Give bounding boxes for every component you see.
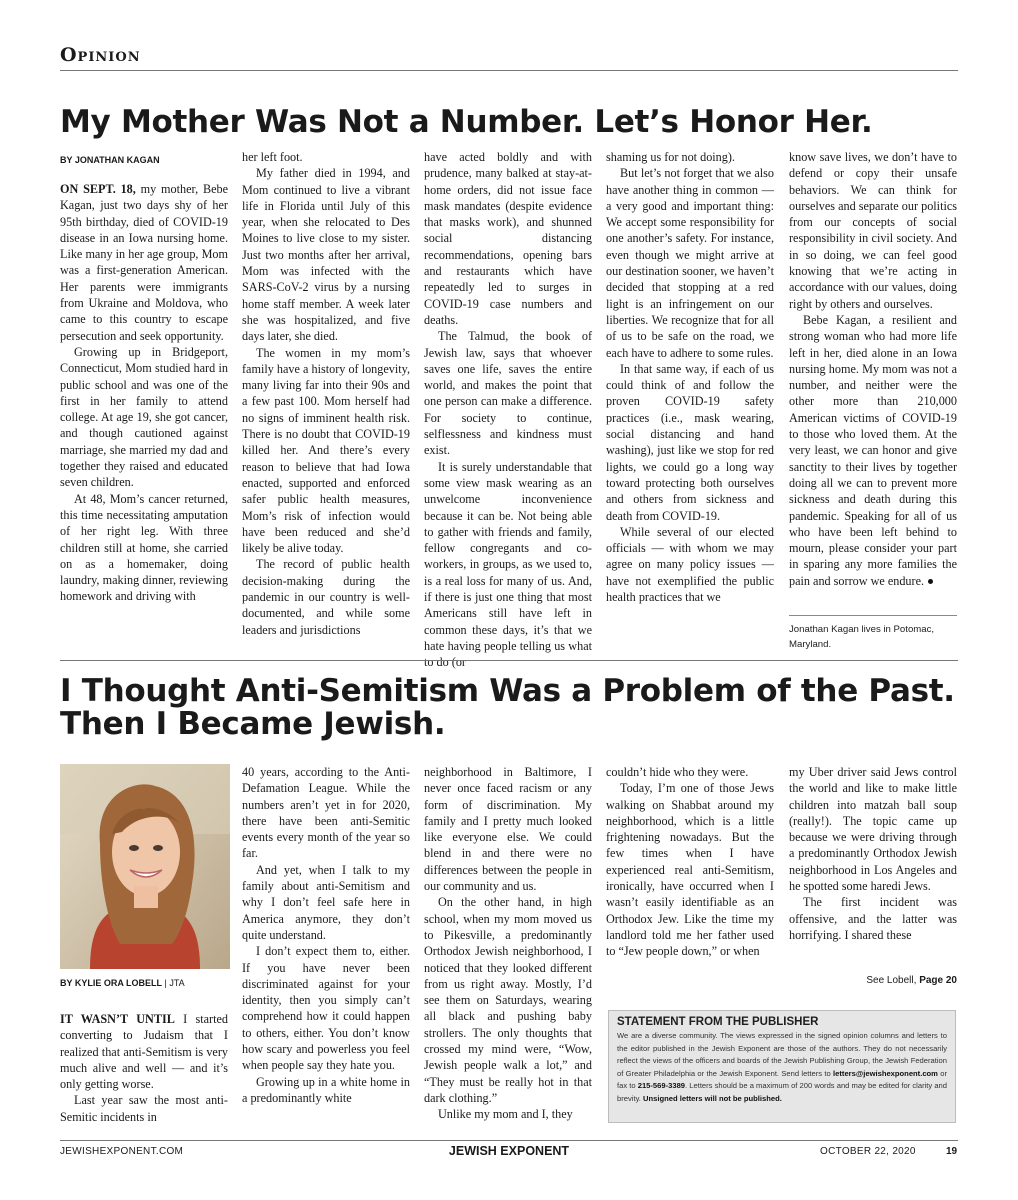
- article2-column-4: [606, 764, 774, 959]
- article2-column-1: [60, 1011, 228, 1125]
- article1-byline: BY JONATHAN KAGAN: [60, 155, 160, 165]
- paragraph: neighborhood in Baltimore, I never once faced racism or any form of discrimination. My family and I pretty much looked like everyone else. We could blend in and there were no differences between the people in our community and us.: [424, 765, 592, 894]
- paragraph: my Uber driver said Jews control the world and like to make little children into matzah ball soup (really!). The topic came up because we were driving through a predominantly Orthodox Jewish neighborhood in Los Angeles and he spotted some haredi Jews.: [789, 765, 957, 894]
- paragraph: At 48, Mom’s cancer returned, this time necessitating amputation of her right leg. With three children still at home, she carried on as a homemaker, doing laundry, making dinner, reviewing homework and driving with: [60, 491, 228, 604]
- lead-in: ON SEPT. 18,: [60, 182, 136, 196]
- paragraph: I don’t expect them to, either. If you have never been discriminated against for your identity, then you simply can’t comprehend how it could happen to others, either. You don’t know how scary and powerless you feel when people say they hate you.: [242, 944, 410, 1073]
- section-title: Opinion: [60, 44, 141, 66]
- paragraph: The first incident was offensive, and the latter was horrifying. I shared these: [789, 895, 957, 942]
- paragraph: Last year saw the most anti-Semitic incidents in: [60, 1093, 228, 1124]
- page-number: 19: [946, 1146, 958, 1157]
- paragraph: While several of our elected officials — with whom we may agree on many policy issues — have not exemplified the public health practices that we: [606, 524, 774, 605]
- article2-column-3: [424, 764, 592, 1146]
- footer-date: OCTOBER 22, 2020: [820, 1146, 916, 1157]
- footer-masthead: JEWISH EXPONENT: [448, 1144, 570, 1158]
- portrait-image: [60, 764, 230, 969]
- bio-rule: [789, 615, 957, 616]
- article1-column-2: [242, 149, 410, 651]
- paragraph: Growing up in a white home in a predominantly white: [242, 1074, 410, 1105]
- paragraph: Today, I’m one of those Jews walking on Shabbat around my neighborhood, which is a little frightening nowadays. But the few times when I have experienced real anti-Semitism, ironically, have occurred when I wasn’t easily identifiable as an Orthodox Jew. Like the time my landlord told me her father used to “Jew people down,” or when: [606, 781, 774, 959]
- paragraph: couldn’t hide who they were.: [606, 765, 749, 779]
- publisher-statement-title: STATEMENT FROM THE PUBLISHER: [617, 1016, 819, 1028]
- footer-rule: [60, 1140, 958, 1141]
- section-rule: [60, 70, 958, 71]
- paragraph: Unlike my mom and I, they: [438, 1107, 573, 1122]
- article1-column-3: [424, 149, 592, 670]
- article1-column-4: [606, 149, 774, 651]
- paragraph: IT WASN’T UNTIL I started converting to Judaism that I realized that anti-Semitism is very much alive and well — and it’s only getting worse.: [60, 1012, 229, 1092]
- article2-column-2: [242, 764, 410, 1125]
- paragraph: And yet, when I talk to my family about anti-Semitism and why I don’t feel safe here in America anymore, they don’t quite understand.: [242, 862, 410, 942]
- paragraph: My father died in 1994, and Mom continued to live a vibrant life in Florida until July of this year, when she relocated to Des Moines to live close to my sister. Just two months after her arrival, Mom was infected with the SARS-CoV-2 virus by a nursing home staff member. A week later she was hospitalized, and five days later, she died.: [242, 166, 410, 344]
- paragraph: know save lives, we don’t have to defend or copy their unsafe behaviors. We can think for ourselves and separate our politics from our concepts of social responsibility in civil society. And in so doing, we can feel good knowing that we’re acting in accordance with our values, doing right by others and ourselves.: [789, 150, 957, 311]
- paragraph: The women in my mom’s family have a history of longevity, many living far into their 90s and a few past 100. Mom herself had no signs of imminent health risk. There is no doubt that COVID-19 killed her. And there’s every reason to believe that had Iowa enacted, supported and enforced safer public health measures, Mom’s risk of infection would have been reduced and she’d likely be alive today.: [242, 345, 410, 556]
- paragraph: In that same way, if each of us could think of and follow the proven COVID-19 safety practices (i.e., mask wearing, social distancing and hand washing), just like we stop for red lights, we could go a long way toward protecting both ourselves and others from sickness and death from COVID-19.: [606, 361, 774, 523]
- publisher-statement-box: [608, 1010, 956, 1123]
- article2-headline-line-1: I Thought Anti-Semitism Was a Problem of the Past.: [60, 673, 955, 709]
- article2-column-5: [789, 764, 957, 959]
- paragraph: her left foot.: [242, 150, 303, 164]
- article1-headline: My Mother Was Not a Number. Let’s Honor Her.: [60, 104, 873, 140]
- article2-headline-line-2: Then I Became Jewish.: [60, 706, 446, 742]
- lead-in: IT WASN’T UNTIL: [60, 1012, 175, 1026]
- author-photo: [60, 764, 230, 969]
- footer-website[interactable]: JEWISHEXPONENT.COM: [60, 1146, 184, 1157]
- paragraph: have acted boldly and with prudence, many balked at stay-at-home orders, did not issue face mask mandates (despite evidence that masks work), and shunned social distancing recommendations, opening bars and restaurants which have repeatedly led to surges in COVID-19 case numbers and deaths.: [424, 150, 592, 327]
- paragraph: The record of public health decision-making during the pandemic in our country is well-documented, and while some leaders and jurisdictions: [242, 557, 410, 637]
- fax-number: 215-569-3389: [637, 1081, 686, 1091]
- letters-email-link[interactable]: letters@jewishexponent.com: [833, 1068, 938, 1078]
- publisher-statement-text: We are a diverse community. The views expressed in the signed opinion columns and letters to the editor published in the Jewish Exponent are those of the authors. They do not necessarily reflect the views of the officers and boards of the Jewish Publishing Group, the Jewish Federation of Greater Philadelphia or the Jewish Exponent. Send letters to letters@jewishexponent.com or fax to 215-569-3389. Letters should be a maximum of 200 words and may be edited for clarity and brevity. Unsigned letters will not be published.: [617, 1031, 948, 1103]
- article-divider: [60, 660, 958, 661]
- paragraph: 40 years, according to the Anti-Defamation League. While the numbers aren’t yet in for 2020, there have been anti-Semitic events every month of the year so far.: [242, 765, 410, 861]
- article1-column-5: [789, 149, 957, 607]
- paragraph: shaming us for not doing).: [606, 150, 735, 164]
- paragraph: Bebe Kagan, a resilient and strong woman who had more life left in her, died alone in an Iowa nursing home. My mom was not a number, and neither were the other more than 210,000 American victims of COVID-19 to those who loved them. At the very least, we can honor and give sanctity to their lives by together doing all we can to prevent more sickness and death during this pandemic. Speaking for all of us who have been left behind to mourn, please consider your part in sparing any more families the pain and sorrow we endure.: [789, 312, 957, 588]
- paragraph: It is surely understandable that some view mask wearing as an unwelcome inconvenience because it can be. Not being able to gather with friends and family, fellow congregants and co-workers, in groups, as we used to, is a real loss for many of us. And, if there is just one thing that most Americans still have left in common these days, it’s that we hate having people telling us what to do (or: [424, 459, 592, 670]
- continued-jump[interactable]: See Lobell, Page 20: [866, 975, 957, 986]
- paragraph: But let’s not forget that we also have another thing in common — a very good and important thing: We accept some responsibility for one another’s safety. For instance, even though we might arrive at our destination sooner, we haven’t decided that stopping at a red light is an infringement on our liberties. We recognize that for all of us to be safe on the road, we each have to adhere to some rules.: [606, 166, 774, 360]
- end-mark-icon: [928, 579, 933, 584]
- paragraph: The Talmud, the book of Jewish law, says that whoever saves one life, saves the entire world, and makes the point that one person can make a difference. For society to continue, selflessness and kindness must exist.: [424, 329, 592, 458]
- article1-column-1: [60, 181, 228, 651]
- paragraph: On the other hand, in high school, when my mom moved us to Pikesville, a predominantly Orthodox Jewish neighborhood, I noticed that they looked different from us right away. Mostly, I’d see them on Saturdays, wearing all black and pushing baby strollers. The only thoughts that crossed my mind were, “Wow, Jewish people walk a lot,” and “They must be really hot in that dark clothing.”: [424, 895, 592, 1105]
- author-bio: Jonathan Kagan lives in Potomac, Maryland.: [789, 624, 935, 650]
- paragraph: Growing up in Bridgeport, Connecticut, Mom studied hard in public school and was one of the first in her family to attend college. At age 19, she got cancer, and though cautioned against marriage, she married my dad and together they raised and educated seven children.: [60, 344, 228, 490]
- paragraph: ON SEPT. 18, my mother, Bebe Kagan, just two days shy of her 95th birthday, died of COVID-19 disease in an Iowa nursing home. Like many in her age group, Mom was a first-generation American. Her parents were immigrants from Ukraine and Moldova, who came to this country to escape persecution and seek opportunity.: [60, 182, 229, 343]
- article2-byline: BY KYLIE ORA LOBELL | JTA: [60, 978, 185, 988]
